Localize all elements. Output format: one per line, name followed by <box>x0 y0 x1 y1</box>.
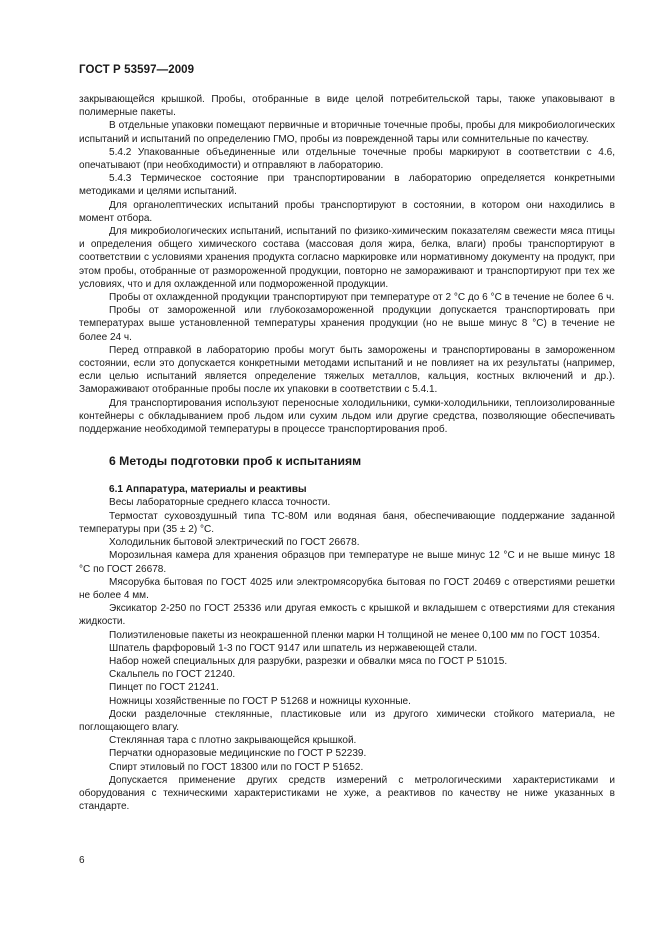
paragraph: В отдельные упаковки помещают первичные и вторичные точечные пробы, пробы для микробиологических испытаний и испытаний по определению ГМО, пробы из поврежденной тары или сомнительные по качеству. <box>79 120 615 145</box>
paragraph: Пробы от охлажденной продукции транспортируют при температуре от 2 °С до 6 °С в течение не более 6 ч. <box>109 292 615 304</box>
section-title: 6 Методы подготовки проб к испытаниям <box>109 454 362 469</box>
list-item: Весы лабораторные среднего класса точности. <box>109 497 331 509</box>
list-item: Мясорубка бытовая по ГОСТ 4025 или электромясорубка бытовая по ГОСТ 20469 с отверстиями решетки не более 4 мм. <box>79 576 615 601</box>
list-item: Допускается применение других средств измерений с метрологическими характеристиками и оборудования с техническими характеристиками не хуже, а реактивов по качеству не ниже указанных в стандарте. <box>79 774 615 813</box>
list-item: Пинцет по ГОСТ 21241. <box>109 682 219 694</box>
paragraph: закрывающейся крышкой. Пробы, отобранные в виде целой потребительской тары, также упаковывают в полимерные пакеты. <box>79 94 615 119</box>
paragraph: Перед отправкой в лабораторию пробы могут быть заморожены и транспортированы в замороженном состоянии, если это допускается конкретными методами испытаний и не повлияет на их результаты (например, если целью испытаний является определение тяжелых металлов, кальция, костных включений и др.). Замораживают отобранные пробы после их упаковки в соответствии с 5.4.1. <box>79 344 615 396</box>
page-number: 6 <box>79 855 85 866</box>
list-item: Скальпель по ГОСТ 21240. <box>109 669 236 681</box>
equipment-list <box>79 496 615 813</box>
list-item: Спирт этиловый по ГОСТ 18300 или по ГОСТ Р 51652. <box>109 761 364 773</box>
paragraph: Для органолептических испытаний пробы транспортируют в состоянии, в котором они находились в момент отбора. <box>79 199 615 224</box>
list-item: Перчатки одноразовые медицинские по ГОСТ Р 52239. <box>109 748 367 760</box>
list-item: Ножницы хозяйственные по ГОСТ Р 51268 и ножницы кухонные. <box>109 695 411 707</box>
list-item: Шпатель фарфоровый 1-3 по ГОСТ 9147 или шпатель из нержавеющей стали. <box>109 642 478 654</box>
document-header: ГОСТ Р 53597—2009 <box>79 64 195 76</box>
section-5-continuation <box>79 93 615 436</box>
document-body <box>79 93 615 813</box>
list-item: Термостат суховоздушный типа ТС-80М или водяная баня, обеспечивающие поддержание заданной температуры при (35 ± 2) °С. <box>79 510 615 535</box>
paragraph: 5.4.3 Термическое состояние при транспортировании в лабораторию определяется конкретными методиками и целями испытаний. <box>79 173 615 198</box>
list-item: Морозильная камера для хранения образцов при температуре не выше минус 12 °С и не выше минус 18 °С по ГОСТ 26678. <box>79 550 615 575</box>
list-item: Холодильник бытовой электрический по ГОСТ 26678. <box>109 537 360 549</box>
subsection-title: 6.1 Аппаратура, материалы и реактивы <box>109 484 307 496</box>
list-item: Эксикатор 2-250 по ГОСТ 25336 или другая емкость с крышкой и вкладышем с отверстиями для стекания жидкости. <box>79 603 615 628</box>
list-item: Доски разделочные стеклянные, пластиковые или из другого химически стойкого материала, не поглощающего влагу. <box>79 708 615 733</box>
list-item: Набор ножей специальных для разрубки, разрезки и обвалки мяса по ГОСТ Р 51015. <box>109 655 508 667</box>
paragraph: Для транспортирования используют переносные холодильники, сумки-холодильники, теплоизолированные контейнеры с обкладыванием проб льдом или сухим льдом или другие средства, позволяющие обеспечивать поддержание необходимой температуры в процессе транспортирования проб. <box>79 397 615 436</box>
list-item: Полиэтиленовые пакеты из неокрашенной пленки марки Н толщиной не менее 0,100 мм по ГОСТ 10354. <box>109 629 601 641</box>
paragraph: Для микробиологических испытаний, испытаний по физико-химическим показателям свежести мяса птицы и определения общего химического состава (массовая доля жира, белка, влаги) пробы транспортируют в соответствии с условиями хранения продукта согласно маркировке или нормативному документу на продукт, при этом пробы, отобранные от размороженной продукции, повторно не замораживают и транспортируют при тех же условиях, что и для охлажденной или подмороженной продукции. <box>79 226 615 290</box>
paragraph: Пробы от замороженной или глубокозамороженной продукции допускается транспортировать при температурах выше установленной температуры хранения продукции (но не выше минус 8 °С) в течение не более 24 ч. <box>79 305 615 343</box>
list-item: Стеклянная тара с плотно закрывающейся крышкой. <box>109 735 357 747</box>
paragraph: 5.4.2 Упакованные объединенные или отдельные точечные пробы маркируют в соответствии с 4.6, опечатывают (при необходимости) и отправляют в лабораторию. <box>79 146 615 172</box>
